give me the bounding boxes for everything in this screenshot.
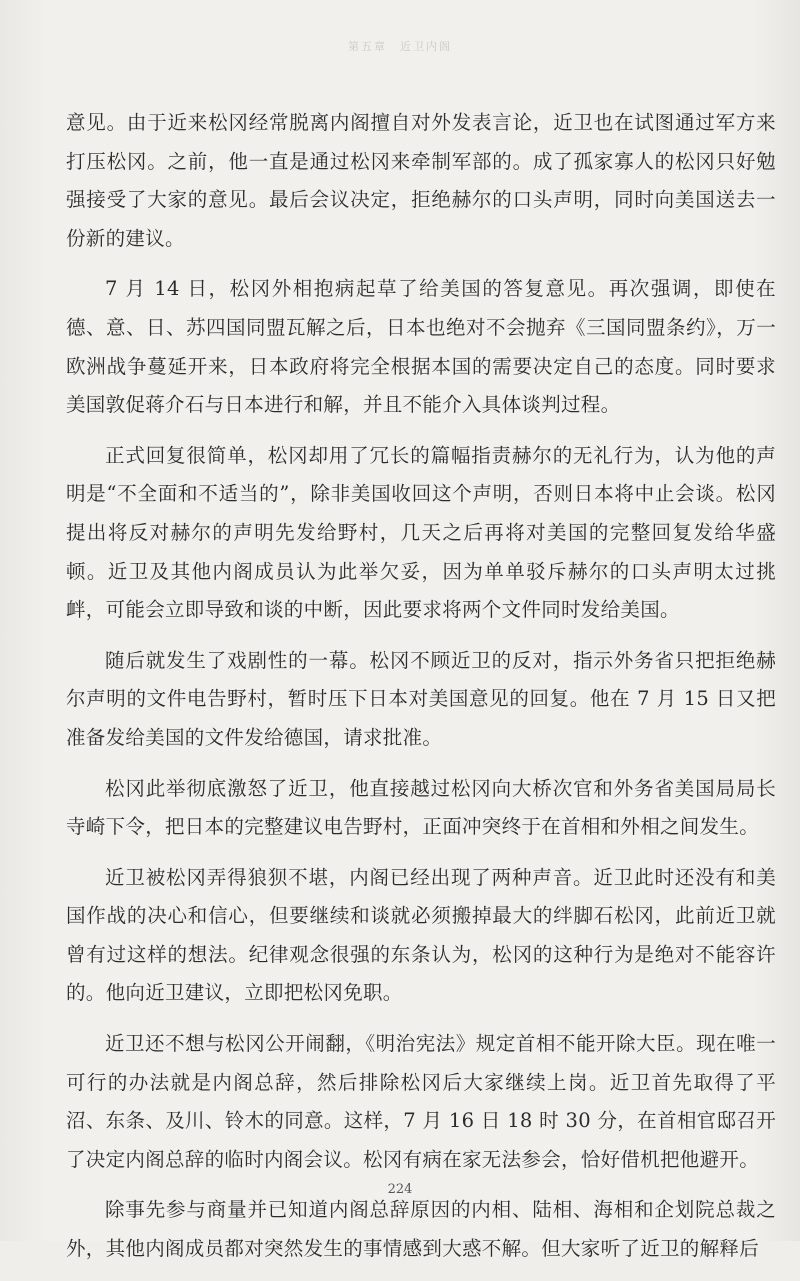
paragraph: 松冈此举彻底激怒了近卫，他直接越过松冈向大桥次官和外务省美国局局长寺崎下令，把日本的完整建议电告野村，正面冲突终于在首相和外相之间发生。 xyxy=(66,776,776,839)
paragraph: 随后就发生了戏剧性的一幕。松冈不顾近卫的反对，指示外务省只把拒绝赫尔声明的文件电告野村，暂时压下日本对美国意见的回复。他在 7 月 15 日又把准备发给美国的文件发给德国，请求批准。 xyxy=(66,648,776,749)
paragraph: 除事先参与商量并已知道内阁总辞原因的内相、陆相、海相和企划院总裁之外，其他内阁成员都对突然发生的事情感到大惑不解。但大家听了近卫的解释后 xyxy=(66,1198,776,1261)
paragraph: 近卫还不想与松冈公开闹翻，《明治宪法》规定首相不能开除大臣。现在唯一可行的办法就是内阁总辞，然后排除松冈后大家继续上岗。近卫首先取得了平沼、东条、及川、铃木的同意。这样，7 月 16 日 18 时 30 分，在首相官邸召开了决定内阁总辞的临时内阁会议。松冈有病在家无法参会，恰好借机把他避开。 xyxy=(66,1032,776,1171)
page-number: 224 xyxy=(387,1182,413,1197)
paragraph: 7 月 14 日，松冈外相抱病起草了给美国的答复意见。再次强调，即使在德、意、日、苏四国同盟瓦解之后，日本也绝对不会抛弃《三国同盟条约》，万一欧洲战争蔓延开来，日本政府将完全根据本国的需要决定自己的态度。同时要求美国敦促蒋介石与日本进行和解，并且不能介入具体谈判过程。 xyxy=(66,277,776,417)
body-text xyxy=(66,104,776,1281)
paragraph-continued: 意见。由于近来松冈经常脱离内阁擅自对外发表言论，近卫也在试图通过军方来打压松冈。之前，他一直是通过松冈来牵制军部的。成了孤家寡人的松冈只好勉强接受了大家的意见。最后会议决定，拒绝赫尔的口头声明，同时向美国送去一份新的建议。 xyxy=(66,111,776,250)
paragraph: 正式回复很简单，松冈却用了冗长的篇幅指责赫尔的无礼行为，认为他的声明是“不全面和不适当的”，除非美国收回这个声明，否则日本将中止会谈。松冈提出将反对赫尔的声明先发给野村，几天之后再将对美国的完整回复发给华盛顿。近卫及其他内阁成员认为此举欠妥，因为单单驳斥赫尔的口头声明太过挑衅，可能会立即导致和谈的中断，因此要求将两个文件同时发给美国。 xyxy=(66,443,776,622)
paragraph: 近卫被松冈弄得狼狈不堪，内阁已经出现了两种声音。近卫此时还没有和美国作战的决心和信心，但要继续和谈就必须搬掉最大的绊脚石松冈，此前近卫就曾有过这样的想法。纪律观念很强的东条认为，松冈的这种行为是绝对不能容许的。他向近卫建议，立即把松冈免职。 xyxy=(66,865,776,1005)
running-head: 第五章 近卫内阁 xyxy=(348,40,452,53)
